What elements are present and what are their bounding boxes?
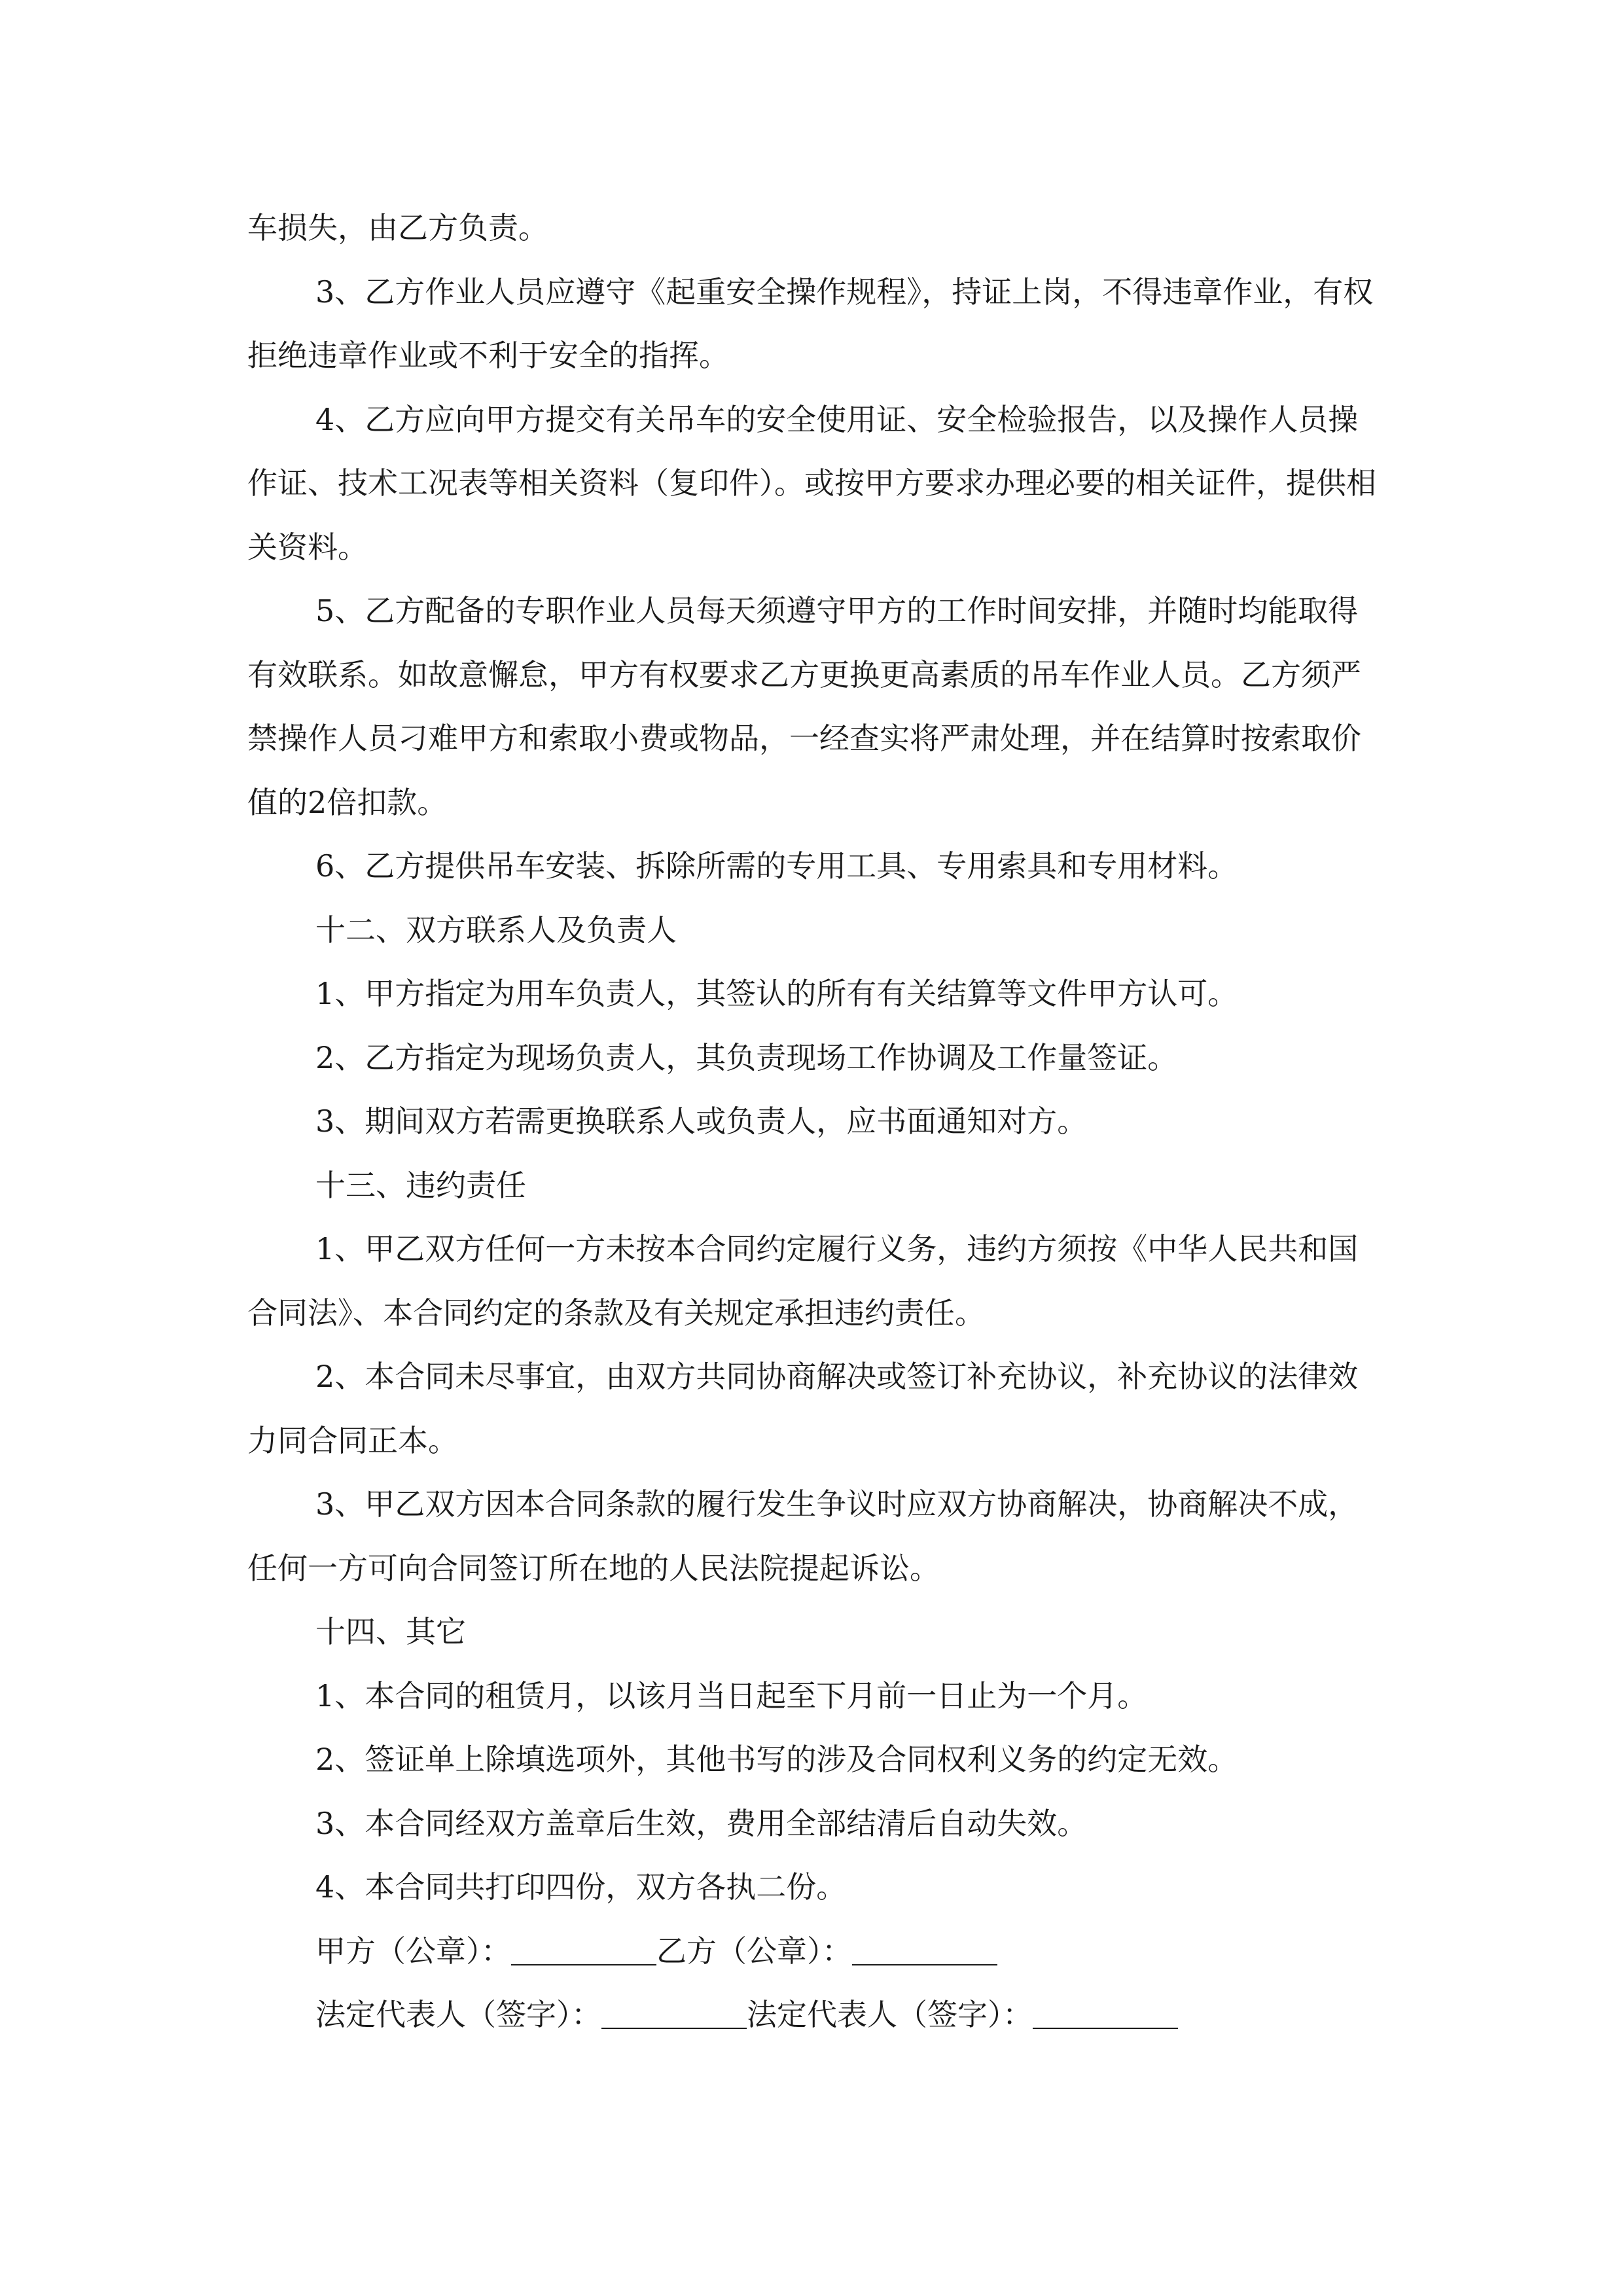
paragraph: 2、签证单上除填选项外，其他书写的涉及合同权利义务的约定无效。: [315, 1742, 1238, 1777]
party-b-seal-blank[interactable]: [852, 1934, 997, 1965]
paragraph: 3、期间双方若需更换联系人或负责人，应书面通知对方。: [315, 1103, 1088, 1139]
party-a-seal-blank[interactable]: [511, 1934, 656, 1965]
section-heading: 十二、双方联系人及负责人: [315, 912, 677, 948]
paragraph: 3、乙方作业人员应遵守《起重安全操作规程》，持证上岗，不得违章作业，有权拒绝违章作业或不利于安全的指挥。: [247, 274, 1374, 373]
paragraph: 5、乙方配备的专职作业人员每天须遵守甲方的工作时间安排，并随时均能取得有效联系。如故意懈怠，甲方有权要求乙方更换更高素质的吊车作业人员。乙方须严禁操作人员刁难甲方和索取小费或物品，一经查实将严肃处理，并在结算时按索取价值的2倍扣款。: [247, 593, 1361, 820]
section-heading: 十三、违约责任: [315, 1167, 526, 1203]
paragraph: 3、甲乙双方因本合同条款的履行发生争议时应双方协商解决，协商解决不成，任何一方可向合同签订所在地的人民法院提起诉讼。: [247, 1486, 1359, 1586]
seal-line: [247, 1920, 1380, 1984]
paragraph: 6、乙方提供吊车安装、拆除所需的专用工具、专用索具和专用材料。: [315, 848, 1238, 884]
contract-body: [247, 196, 1380, 2047]
paragraph: 3、本合同经双方盖章后生效，费用全部结清后自动失效。: [315, 1805, 1088, 1841]
party-b-rep-blank[interactable]: [1033, 1998, 1178, 2029]
paragraph: 2、本合同未尽事宜，由双方共同协商解决或签订补充协议，补充协议的法律效力同合同正本。: [247, 1359, 1359, 1458]
party-b-rep-label: 法定代表人（签字）：: [747, 1997, 1033, 2032]
paragraph: 1、甲乙双方任何一方未按本合同约定履行义务，违约方须按《中华人民共和国合同法》、本合同约定的条款及有关规定承担违约责任。: [247, 1231, 1359, 1331]
party-a-seal-label: 甲方（公章）：: [315, 1933, 511, 1969]
representative-line: [247, 1983, 1380, 2047]
party-b-seal-label: 乙方（公章）：: [656, 1933, 852, 1969]
party-a-rep-blank[interactable]: [601, 1998, 747, 2029]
paragraph: 1、本合同的租赁月，以该月当日起至下月前一日止为一个月。: [315, 1677, 1148, 1713]
party-a-rep-label: 法定代表人（签字）：: [315, 1997, 601, 2032]
paragraph: 1、甲方指定为用车负责人，其签认的所有有关结算等文件甲方认可。: [315, 976, 1238, 1011]
paragraph: 车损失，由乙方负责。: [247, 210, 548, 245]
section-heading: 十四、其它: [315, 1614, 466, 1649]
paragraph: 4、乙方应向甲方提交有关吊车的安全使用证、安全检验报告，以及操作人员操作证、技术工况表等相关资料（复印件）。或按甲方要求办理必要的相关证件，提供相关资料。: [247, 401, 1376, 565]
paragraph: 4、本合同共打印四份，双方各执二份。: [315, 1869, 847, 1905]
paragraph: 2、乙方指定为现场负责人，其负责现场工作协调及工作量签证。: [315, 1039, 1178, 1075]
